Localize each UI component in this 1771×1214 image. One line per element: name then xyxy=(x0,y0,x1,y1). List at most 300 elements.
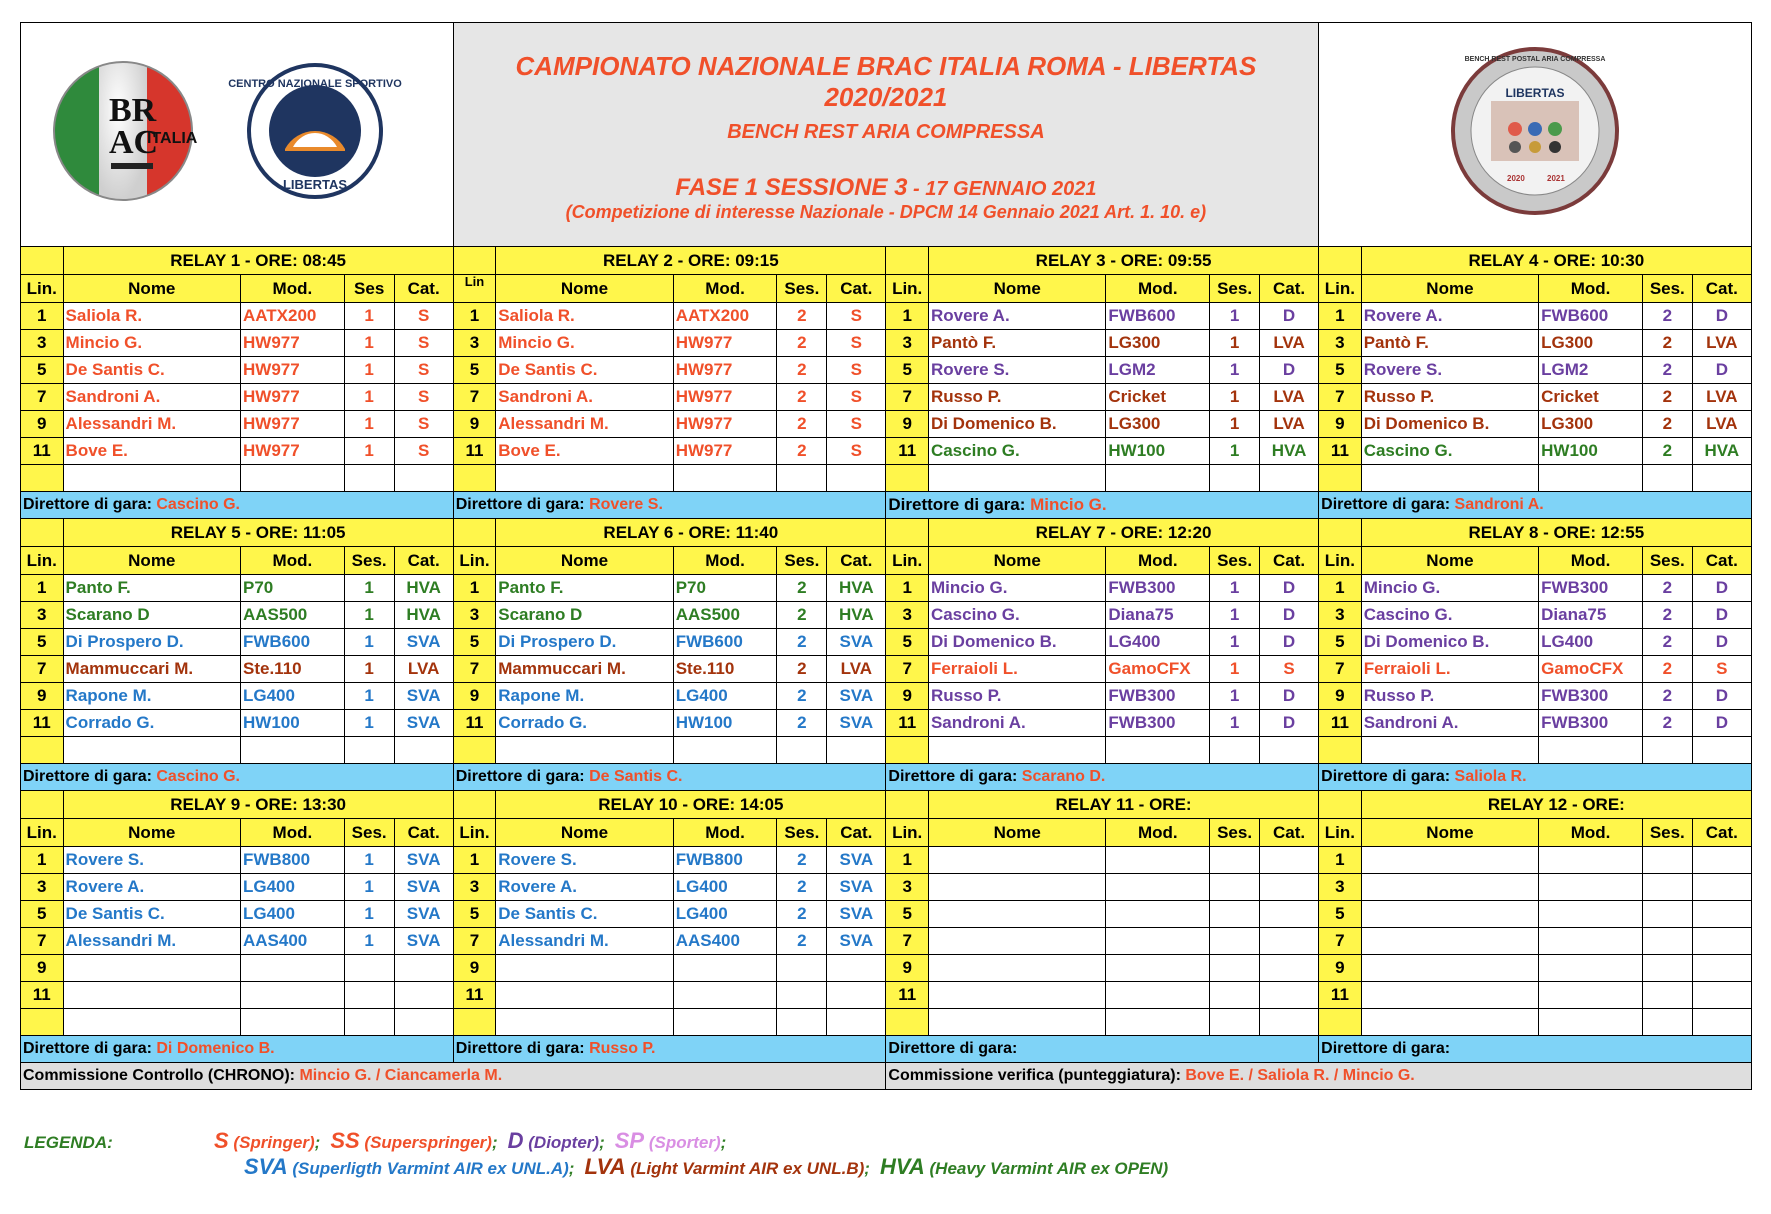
category-code: S xyxy=(827,330,886,357)
category-code: S xyxy=(394,303,453,330)
race-director-name: Cascino G. xyxy=(156,768,240,785)
category-code: SVA xyxy=(394,928,453,955)
column-header-ses: Ses. xyxy=(1210,275,1260,303)
legend-item xyxy=(614,1128,727,1153)
lane-number: 9 xyxy=(21,955,64,982)
blank-cell xyxy=(777,1009,827,1036)
shooter-name: Di Prospero D. xyxy=(63,629,240,656)
column-header-mod: Mod. xyxy=(673,547,777,575)
shooter-name: Rapone M. xyxy=(496,683,673,710)
blank-cell xyxy=(1361,465,1538,492)
race-director xyxy=(1319,1036,1752,1063)
session-number: 2 xyxy=(1642,683,1692,710)
shooter-name: Cascino G. xyxy=(1361,438,1538,465)
blank-cell xyxy=(394,465,453,492)
lane-number: 9 xyxy=(1319,411,1362,438)
shooter-name: Rovere S. xyxy=(928,357,1105,384)
rifle-model: HW977 xyxy=(673,411,777,438)
session-number: 2 xyxy=(1642,411,1692,438)
svg-text:BR: BR xyxy=(109,91,157,129)
shooter-name xyxy=(63,982,240,1009)
category-code: SVA xyxy=(827,847,886,874)
shooter-name xyxy=(496,982,673,1009)
category-code: S xyxy=(394,330,453,357)
shooter-name: Di Domenico B. xyxy=(1361,629,1538,656)
blank-cell xyxy=(1361,737,1538,764)
shooter-name: Bove E. xyxy=(63,438,240,465)
lane-number: 7 xyxy=(453,384,496,411)
legend-description: (Diopter) xyxy=(528,1133,600,1152)
session-number xyxy=(344,955,394,982)
rifle-model: LG400 xyxy=(1539,629,1643,656)
rifle-model: HW977 xyxy=(241,384,345,411)
race-director-label: Direttore di gara: xyxy=(888,1040,1018,1057)
category-code: SVA xyxy=(394,874,453,901)
blank-lane-cell xyxy=(21,1009,64,1036)
relay-title: RELAY 11 - ORE: xyxy=(928,791,1318,819)
session-number: 2 xyxy=(777,656,827,683)
column-header-nome: Nome xyxy=(1361,819,1538,847)
rifle-model: LG300 xyxy=(1106,330,1210,357)
chrono-commission-label: Commissione Controllo (CHRONO): xyxy=(23,1067,295,1084)
category-code: HVA xyxy=(394,602,453,629)
lane-number: 11 xyxy=(21,982,64,1009)
blank-cell xyxy=(1210,465,1260,492)
rifle-model xyxy=(1106,847,1210,874)
shooter-name: Corrado G. xyxy=(496,710,673,737)
rifle-model xyxy=(1539,982,1643,1009)
column-header-nome: Nome xyxy=(63,275,240,303)
column-header-mod: Mod. xyxy=(673,275,777,303)
column-header-nome: Nome xyxy=(928,275,1105,303)
lane-number: 1 xyxy=(21,303,64,330)
session-number: 2 xyxy=(777,602,827,629)
rifle-model: HW100 xyxy=(241,710,345,737)
legend-item xyxy=(330,1128,498,1153)
rifle-model: LG300 xyxy=(1539,330,1643,357)
rifle-model: AATX200 xyxy=(673,303,777,330)
session-number: 2 xyxy=(777,901,827,928)
blank-lane-cell xyxy=(21,737,64,764)
brac-italia-logo-icon xyxy=(53,61,198,201)
lane-number: 5 xyxy=(453,357,496,384)
category-code xyxy=(394,955,453,982)
blank-cell xyxy=(777,465,827,492)
lane-number: 7 xyxy=(21,384,64,411)
blank-cell xyxy=(1106,465,1210,492)
shooter-name: Di Domenico B. xyxy=(928,411,1105,438)
column-header-mod: Mod. xyxy=(1106,547,1210,575)
relay-title: RELAY 8 - ORE: 12:55 xyxy=(1361,519,1751,547)
legend-description: (Superspringer) xyxy=(364,1133,492,1152)
shooter-name: Saliola R. xyxy=(63,303,240,330)
blank-cell xyxy=(777,737,827,764)
shooter-name: Pantò F. xyxy=(1361,330,1538,357)
blank-cell xyxy=(1692,1009,1751,1036)
relay-lin-blank xyxy=(453,791,496,819)
relay-lin-blank xyxy=(1319,247,1362,275)
rifle-model: HW977 xyxy=(241,411,345,438)
verify-commission xyxy=(886,1063,1752,1090)
rifle-model: FWB300 xyxy=(1539,683,1643,710)
rifle-model: Ste.110 xyxy=(241,656,345,683)
blank-cell xyxy=(1692,737,1751,764)
shooter-name: Alessandri M. xyxy=(496,411,673,438)
category-code: LVA xyxy=(1692,330,1751,357)
lane-number: 1 xyxy=(886,303,929,330)
category-code: D xyxy=(1692,683,1751,710)
blank-cell xyxy=(1210,737,1260,764)
category-code xyxy=(1692,982,1751,1009)
rifle-model: Ste.110 xyxy=(673,656,777,683)
relay-title: RELAY 10 - ORE: 14:05 xyxy=(496,791,886,819)
category-code xyxy=(1692,955,1751,982)
column-header-lin: Lin. xyxy=(1319,819,1362,847)
rifle-model: FWB600 xyxy=(1539,303,1643,330)
rifle-model xyxy=(1539,955,1643,982)
session-number: 1 xyxy=(344,901,394,928)
lane-number: 5 xyxy=(1319,357,1362,384)
lane-number: 5 xyxy=(21,901,64,928)
lane-number: 1 xyxy=(1319,847,1362,874)
rifle-model xyxy=(241,982,345,1009)
category-code: S xyxy=(394,411,453,438)
session-number: 1 xyxy=(1210,357,1260,384)
legend-code: SS xyxy=(330,1128,360,1153)
blank-cell xyxy=(496,465,673,492)
blank-cell xyxy=(1642,1009,1692,1036)
category-code: SVA xyxy=(394,847,453,874)
rifle-model: HW977 xyxy=(673,438,777,465)
blank-cell xyxy=(241,737,345,764)
lane-number: 7 xyxy=(1319,384,1362,411)
rifle-model xyxy=(1539,874,1643,901)
legend-description: (Springer) xyxy=(233,1133,315,1152)
rifle-model: GamoCFX xyxy=(1539,656,1643,683)
category-code xyxy=(827,982,886,1009)
race-director xyxy=(886,492,1319,519)
rifle-model: HW100 xyxy=(1106,438,1210,465)
lane-number: 11 xyxy=(21,438,64,465)
relay-lin-blank xyxy=(453,519,496,547)
lane-number: 1 xyxy=(453,303,496,330)
session-number: 1 xyxy=(1210,330,1260,357)
category-code: LVA xyxy=(1692,411,1751,438)
lane-number: 1 xyxy=(1319,303,1362,330)
lane-number: 3 xyxy=(886,874,929,901)
svg-text:ITALIA: ITALIA xyxy=(147,129,198,147)
race-director-name: Di Domenico B. xyxy=(156,1040,275,1057)
shooter-name xyxy=(1361,874,1538,901)
shooter-name: Rovere A. xyxy=(63,874,240,901)
legend-code: SP xyxy=(614,1128,645,1153)
rifle-model: FWB600 xyxy=(241,629,345,656)
category-code: S xyxy=(827,357,886,384)
column-header-lin: Lin. xyxy=(886,275,929,303)
svg-text:AC: AC xyxy=(109,123,159,161)
blank-cell xyxy=(63,1009,240,1036)
category-code: D xyxy=(1259,710,1318,737)
lane-number: 5 xyxy=(886,901,929,928)
rifle-model: LGM2 xyxy=(1106,357,1210,384)
blank-cell xyxy=(928,1009,1105,1036)
shooter-name: Rovere S. xyxy=(1361,357,1538,384)
lane-number: 7 xyxy=(453,656,496,683)
session-number: 2 xyxy=(1642,575,1692,602)
session-number: 1 xyxy=(344,411,394,438)
season-label: 2020/2021 xyxy=(824,81,948,112)
blank-lane-cell xyxy=(453,737,496,764)
race-director-name: De Santis C. xyxy=(589,768,683,785)
column-header-cat: Cat. xyxy=(394,547,453,575)
category-code xyxy=(1259,982,1318,1009)
schedule-table xyxy=(20,22,1752,1090)
session-number: 1 xyxy=(344,438,394,465)
shooter-name: Mammuccari M. xyxy=(63,656,240,683)
session-number xyxy=(1642,847,1692,874)
shooter-name: Di Domenico B. xyxy=(1361,411,1538,438)
category-code: LVA xyxy=(1259,411,1318,438)
session-number xyxy=(1642,982,1692,1009)
bench-rest-postal-logo-icon xyxy=(1435,31,1635,231)
blank-cell xyxy=(1259,465,1318,492)
category-code: HVA xyxy=(394,575,453,602)
relay-title: RELAY 12 - ORE: xyxy=(1361,791,1751,819)
shooter-name: De Santis C. xyxy=(63,357,240,384)
legend-item xyxy=(244,1154,575,1179)
rifle-model: Diana75 xyxy=(1106,602,1210,629)
lane-number: 9 xyxy=(21,683,64,710)
session-number xyxy=(1210,928,1260,955)
relay-lin-blank xyxy=(21,247,64,275)
session-number: 2 xyxy=(1642,438,1692,465)
shooter-name: Sandroni A. xyxy=(1361,710,1538,737)
svg-text:LIBERTAS: LIBERTAS xyxy=(1505,85,1565,100)
session-number xyxy=(344,982,394,1009)
column-header-nome: Nome xyxy=(496,275,673,303)
legend-description: (Sporter) xyxy=(648,1133,721,1152)
lane-number: 7 xyxy=(1319,928,1362,955)
lane-number: 5 xyxy=(21,629,64,656)
legend-separator: ; xyxy=(314,1133,321,1152)
shooter-name: Russo P. xyxy=(1361,384,1538,411)
shooter-name: Alessandri M. xyxy=(63,928,240,955)
rifle-model: LG300 xyxy=(1106,411,1210,438)
shooter-name xyxy=(1361,901,1538,928)
shooter-name: Russo P. xyxy=(928,683,1105,710)
legend-code: D xyxy=(507,1128,524,1153)
category-code: LVA xyxy=(827,656,886,683)
header-logo-right xyxy=(1319,23,1752,247)
shooter-name: Rovere S. xyxy=(63,847,240,874)
column-header-lin: Lin xyxy=(453,275,496,303)
lane-number: 7 xyxy=(886,928,929,955)
shooter-name: Bove E. xyxy=(496,438,673,465)
category-code xyxy=(1692,901,1751,928)
session-number xyxy=(1642,955,1692,982)
relay-lin-blank xyxy=(21,791,64,819)
blank-cell xyxy=(344,465,394,492)
session-number: 1 xyxy=(344,683,394,710)
column-header-cat: Cat. xyxy=(1259,547,1318,575)
shooter-name: Mincio G. xyxy=(928,575,1105,602)
legend-item xyxy=(507,1128,605,1153)
shooter-name: Alessandri M. xyxy=(496,928,673,955)
legend-code: HVA xyxy=(879,1154,925,1179)
lane-number: 11 xyxy=(886,982,929,1009)
column-header-mod: Mod. xyxy=(673,819,777,847)
blank-cell xyxy=(496,737,673,764)
session-number: 2 xyxy=(777,928,827,955)
legend-description: (Heavy Varmint AIR ex OPEN) xyxy=(929,1159,1169,1178)
rifle-model xyxy=(1106,982,1210,1009)
shooter-name: Scarano D xyxy=(63,602,240,629)
race-director-name: Cascino G. xyxy=(156,496,240,513)
lane-number: 5 xyxy=(453,629,496,656)
category-code: SVA xyxy=(827,629,886,656)
session-number: 1 xyxy=(344,303,394,330)
category-code: LVA xyxy=(1259,330,1318,357)
shooter-name: Di Prospero D. xyxy=(496,629,673,656)
championship-title: CAMPIONATO NAZIONALE BRAC ITALIA ROMA - LIBERTAS xyxy=(515,50,1257,81)
chrono-commission-members: Mincio G. / Ciancamerla M. xyxy=(299,1067,503,1084)
shooter-name xyxy=(928,928,1105,955)
shooter-name: De Santis C. xyxy=(63,901,240,928)
category-code: D xyxy=(1259,303,1318,330)
shooter-name: Mincio G. xyxy=(1361,575,1538,602)
session-number xyxy=(1642,874,1692,901)
category-code xyxy=(1259,874,1318,901)
session-number: 1 xyxy=(344,575,394,602)
column-header-mod: Mod. xyxy=(241,819,345,847)
shooter-name: Pantò F. xyxy=(928,330,1105,357)
blank-cell xyxy=(344,1009,394,1036)
rifle-model xyxy=(673,982,777,1009)
session-number: 2 xyxy=(777,303,827,330)
race-director-label: Direttore di gara: xyxy=(888,495,1026,514)
blank-lane-cell xyxy=(21,465,64,492)
race-director xyxy=(1319,492,1752,519)
relay-title: RELAY 9 - ORE: 13:30 xyxy=(63,791,453,819)
lane-number: 3 xyxy=(886,602,929,629)
category-code: S xyxy=(394,357,453,384)
race-director xyxy=(453,1036,886,1063)
session-number xyxy=(1210,982,1260,1009)
blank-lane-cell xyxy=(886,737,929,764)
lane-number: 3 xyxy=(1319,874,1362,901)
shooter-name: De Santis C. xyxy=(496,901,673,928)
column-header-cat: Cat. xyxy=(827,547,886,575)
session-number: 2 xyxy=(777,330,827,357)
rifle-model: Diana75 xyxy=(1539,602,1643,629)
rifle-model: FWB800 xyxy=(673,847,777,874)
blank-cell xyxy=(241,1009,345,1036)
rifle-model: HW977 xyxy=(673,357,777,384)
rifle-model: Cricket xyxy=(1106,384,1210,411)
rifle-model xyxy=(1106,874,1210,901)
blank-cell xyxy=(827,465,886,492)
rifle-model: Cricket xyxy=(1539,384,1643,411)
session-number: 2 xyxy=(1642,656,1692,683)
session-number: 1 xyxy=(1210,683,1260,710)
blank-cell xyxy=(827,1009,886,1036)
shooter-name xyxy=(928,982,1105,1009)
rifle-model xyxy=(241,955,345,982)
discipline-label: BENCH REST ARIA COMPRESSA xyxy=(727,120,1045,143)
rifle-model: LG400 xyxy=(1106,629,1210,656)
blank-cell xyxy=(1259,737,1318,764)
session-number: 1 xyxy=(344,357,394,384)
rifle-model: HW977 xyxy=(673,330,777,357)
category-code: LVA xyxy=(394,656,453,683)
column-header-nome: Nome xyxy=(1361,275,1538,303)
blank-cell xyxy=(827,737,886,764)
lane-number: 3 xyxy=(453,874,496,901)
column-header-cat: Cat. xyxy=(394,819,453,847)
lane-number: 9 xyxy=(453,411,496,438)
column-header-ses: Ses. xyxy=(1642,547,1692,575)
column-header-lin: Lin. xyxy=(1319,547,1362,575)
race-director-label: Direttore di gara: xyxy=(455,496,585,513)
shooter-name xyxy=(1361,847,1538,874)
category-code: D xyxy=(1259,629,1318,656)
category-code: D xyxy=(1259,602,1318,629)
rifle-model: FWB300 xyxy=(1539,575,1643,602)
shooter-name: Mincio G. xyxy=(63,330,240,357)
session-number: 2 xyxy=(777,874,827,901)
column-header-ses: Ses. xyxy=(1210,819,1260,847)
legend-separator: ; xyxy=(720,1133,727,1152)
blank-cell xyxy=(1642,465,1692,492)
rifle-model xyxy=(1106,955,1210,982)
race-director-name: Saliola R. xyxy=(1454,768,1527,785)
column-header-lin: Lin. xyxy=(453,819,496,847)
relay-title: RELAY 5 - ORE: 11:05 xyxy=(63,519,453,547)
session-number: 1 xyxy=(344,656,394,683)
blank-cell xyxy=(1210,1009,1260,1036)
lane-number: 3 xyxy=(453,330,496,357)
shooter-name: Rovere A. xyxy=(496,874,673,901)
shooter-name: Corrado G. xyxy=(63,710,240,737)
blank-cell xyxy=(928,737,1105,764)
lane-number: 7 xyxy=(1319,656,1362,683)
lane-number: 5 xyxy=(1319,629,1362,656)
svg-text:LIBERTAS: LIBERTAS xyxy=(282,176,348,192)
race-director-label: Direttore di gara: xyxy=(455,768,585,785)
session-number: 1 xyxy=(344,629,394,656)
category-code xyxy=(394,982,453,1009)
phase-label: FASE 1 SESSIONE 3 - 17 GENNAIO 2021 xyxy=(675,173,1097,201)
lane-number: 1 xyxy=(453,575,496,602)
session-number: 2 xyxy=(777,357,827,384)
category-code xyxy=(1259,901,1318,928)
session-number: 1 xyxy=(1210,438,1260,465)
category-code: D xyxy=(1692,357,1751,384)
race-director-name: Mincio G. xyxy=(1030,495,1107,514)
shooter-name: Rovere A. xyxy=(1361,303,1538,330)
category-code xyxy=(1259,955,1318,982)
session-number xyxy=(1642,928,1692,955)
category-code: HVA xyxy=(1692,438,1751,465)
rifle-model: FWB600 xyxy=(1106,303,1210,330)
rifle-model: HW977 xyxy=(241,438,345,465)
rifle-model: HW100 xyxy=(673,710,777,737)
legend-description: (Light Varmint AIR ex UNL.B) xyxy=(630,1159,865,1178)
shooter-name: Di Domenico B. xyxy=(928,629,1105,656)
session-number: 1 xyxy=(344,874,394,901)
rifle-model: HW100 xyxy=(1539,438,1643,465)
rifle-model: LG400 xyxy=(673,874,777,901)
